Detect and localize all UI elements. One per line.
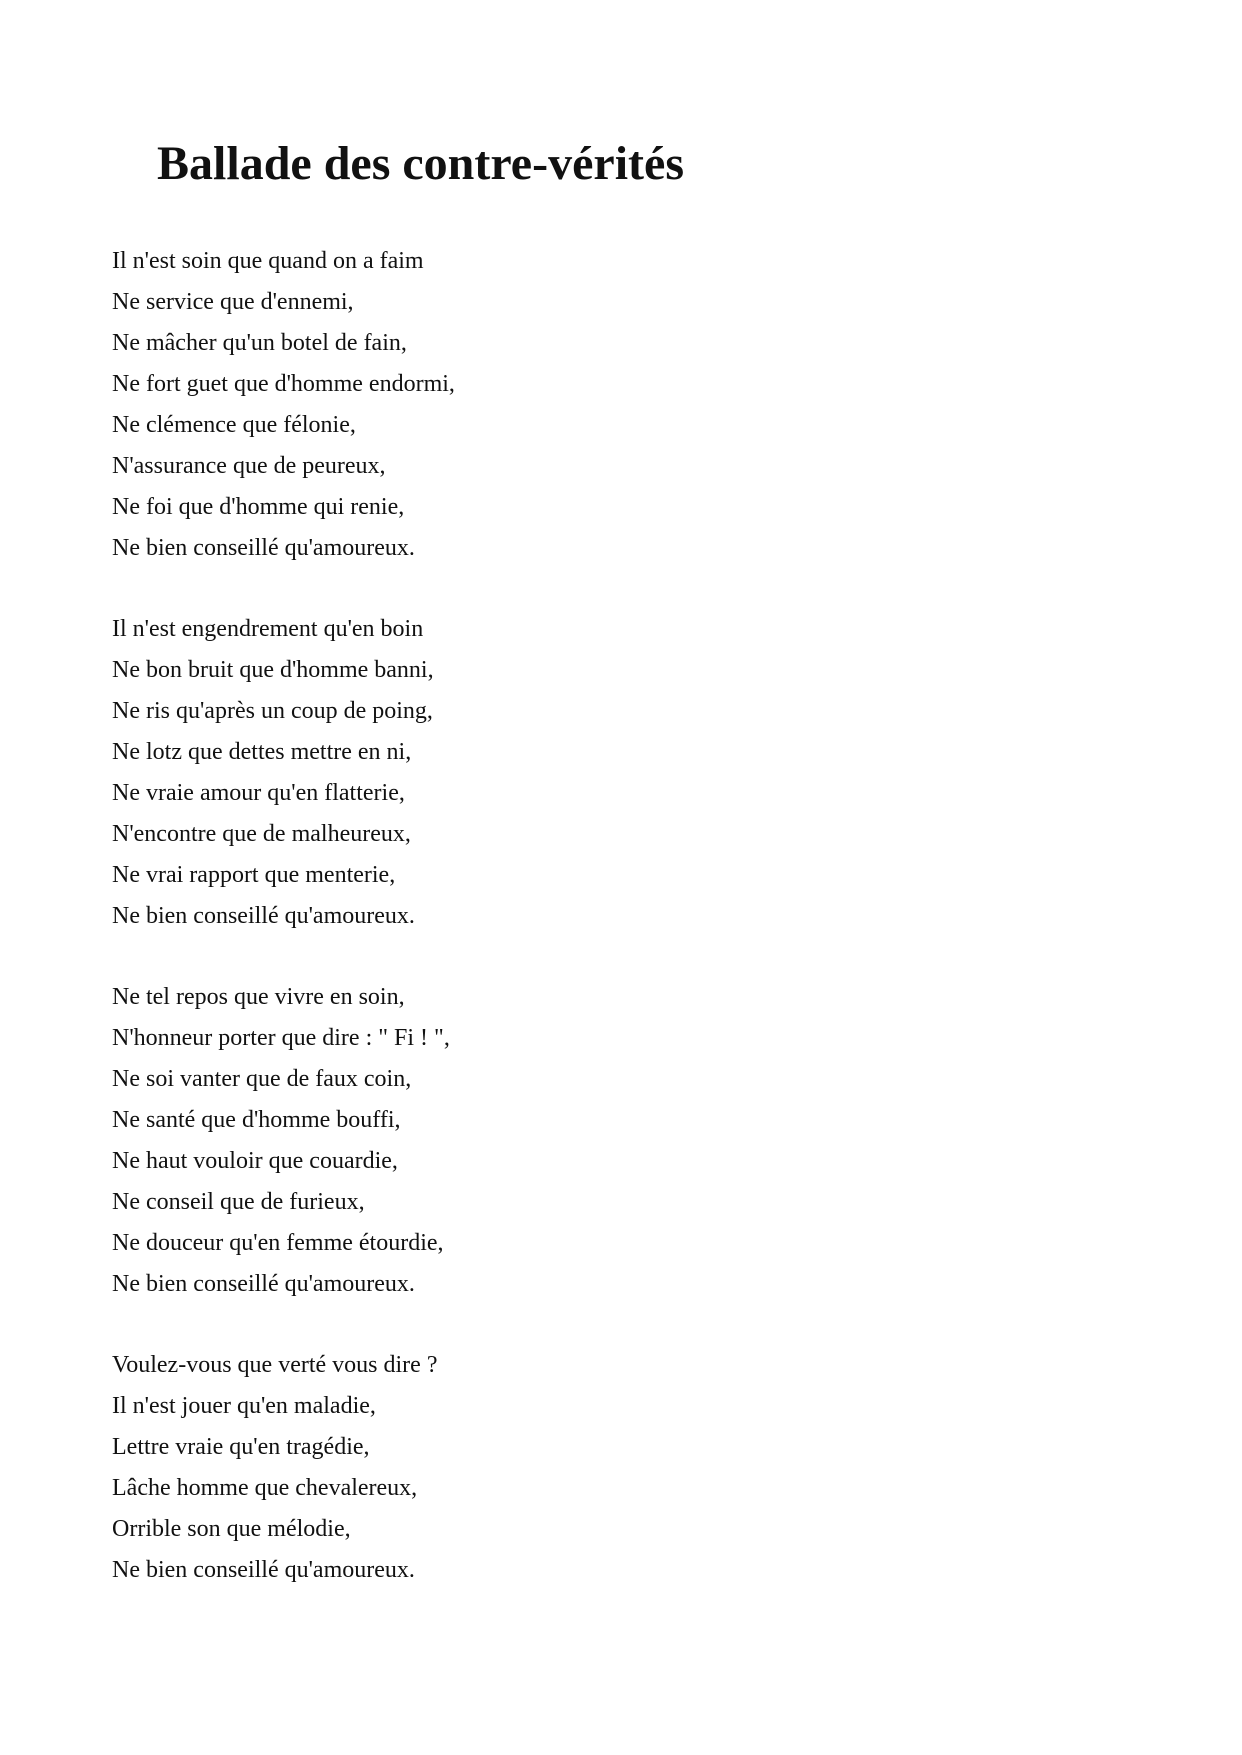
verse-line: Ne bien conseillé qu'amoureux. [112, 1557, 415, 1583]
verse-line: Il n'est jouer qu'en maladie, [112, 1393, 376, 1419]
verse-line: Il n'est soin que quand on a faim [112, 248, 424, 274]
poem-body [112, 241, 1012, 1631]
verse-line: Ne haut vouloir que couardie, [112, 1148, 398, 1174]
verse-line: N'encontre que de malheureux, [112, 821, 411, 847]
verse-line: Voulez-vous que verté vous dire ? [112, 1352, 438, 1378]
verse-line: N'honneur porter que dire : " Fi ! ", [112, 1025, 450, 1051]
verse-line: N'assurance que de peureux, [112, 453, 386, 479]
verse-line: Ne bien conseillé qu'amoureux. [112, 535, 415, 561]
stanza-3 [112, 977, 1012, 1305]
page-title: Ballade des contre-vérités [157, 137, 684, 190]
verse-line: Ne conseil que de furieux, [112, 1189, 365, 1215]
verse-line: Ne douceur qu'en femme étourdie, [112, 1230, 444, 1256]
verse-line: Ne santé que d'homme bouffi, [112, 1107, 401, 1133]
verse-line: Ne ris qu'après un coup de poing, [112, 698, 433, 724]
verse-line: Ne bien conseillé qu'amoureux. [112, 903, 415, 929]
verse-line: Ne clémence que félonie, [112, 412, 356, 438]
verse-line: Ne vraie amour qu'en flatterie, [112, 780, 405, 806]
verse-line: Ne bien conseillé qu'amoureux. [112, 1271, 415, 1297]
verse-line: Il n'est engendrement qu'en boin [112, 616, 424, 642]
verse-line: Ne lotz que dettes mettre en ni, [112, 739, 412, 765]
verse-line: Lettre vraie qu'en tragédie, [112, 1434, 370, 1460]
stanza-1 [112, 241, 1012, 569]
verse-line: Ne vrai rapport que menterie, [112, 862, 396, 888]
envoi [112, 1345, 1012, 1591]
verse-line: Ne bon bruit que d'homme banni, [112, 657, 434, 683]
verse-line: Ne fort guet que d'homme endormi, [112, 371, 455, 397]
stanza-2 [112, 609, 1012, 937]
verse-line: Orrible son que mélodie, [112, 1516, 351, 1542]
verse-line: Ne mâcher qu'un botel de fain, [112, 330, 407, 356]
verse-line: Lâche homme que chevalereux, [112, 1475, 418, 1501]
verse-line: Ne service que d'ennemi, [112, 289, 354, 315]
verse-line: Ne foi que d'homme qui renie, [112, 494, 405, 520]
verse-line: Ne soi vanter que de faux coin, [112, 1066, 412, 1092]
verse-line: Ne tel repos que vivre en soin, [112, 984, 405, 1010]
